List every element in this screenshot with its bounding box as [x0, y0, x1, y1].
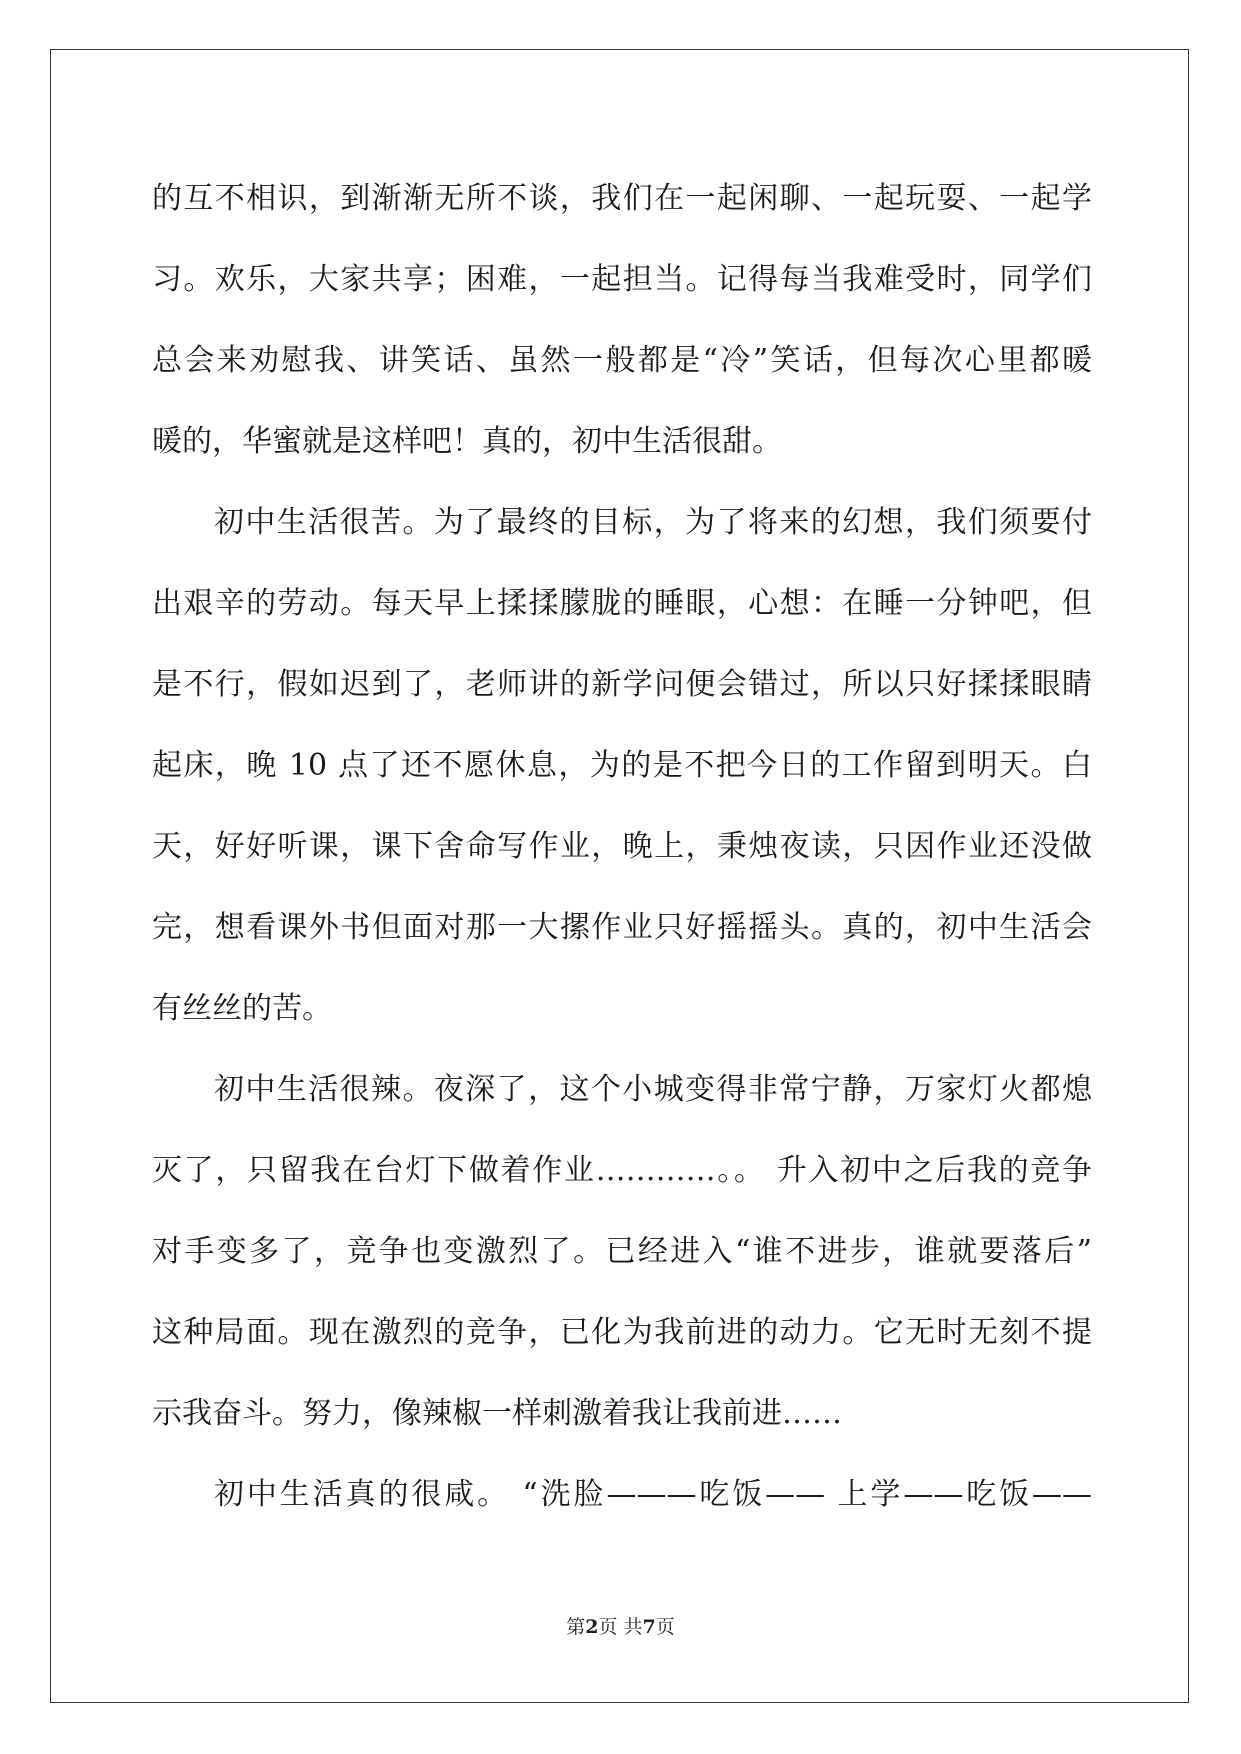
text-line: 对手变多了，竞争也变激烈了。已经进入“谁不进步，谁就要落后”: [152, 1234, 1092, 1269]
footer-total-pages: 7: [642, 1616, 656, 1638]
text-line: 完，想看课外书但面对那一大摞作业只好摇摇头。真的，初中生活会: [152, 910, 1092, 945]
footer-prefix: 第: [566, 1616, 586, 1638]
footer-suffix: 页: [655, 1616, 675, 1638]
text-line: 暖的，华蜜就是这样吧！真的，初中生活很甜。: [152, 424, 782, 459]
text-line: 初中生活真的很咸。 “洗脸———吃饭—— 上学——吃饭——: [214, 1477, 1092, 1512]
text-line: 出艰辛的劳动。每天早上揉揉朦胧的睡眼，心想：在睡一分钟吧，但: [152, 586, 1092, 621]
text-line: 的互不相识，到渐渐无所不谈，我们在一起闲聊、一起玩耍、一起学: [152, 181, 1092, 216]
text-line: 总会来劝慰我、讲笑话、虽然一般都是“冷”笑话，但每次心里都暖: [152, 343, 1092, 378]
footer-mid: 页 共: [598, 1616, 643, 1638]
document-body: [152, 158, 1092, 1535]
text-line: 初中生活很辣。夜深了，这个小城变得非常宁静，万家灯火都熄: [214, 1072, 1092, 1107]
text-line: 初中生活很苦。为了最终的目标，为了将来的幻想，我们须要付: [214, 505, 1092, 540]
text-line: 灭了，只留我在台灯下做着作业…………。。 升入初中之后我的竞争: [152, 1153, 1092, 1188]
text-line: 这种局面。现在激烈的竞争，已化为我前进的动力。它无时无刻不提: [152, 1315, 1092, 1350]
text-line: 示我奋斗。努力，像辣椒一样刺激着我让我前进……: [152, 1396, 842, 1431]
page-footer: [0, 1612, 1241, 1639]
text-line: 天，好好听课，课下舍命写作业，晚上，秉烛夜读，只因作业还没做: [152, 829, 1092, 864]
text-line: 有丝丝的苦。: [152, 991, 332, 1026]
text-line: 习。欢乐，大家共享；困难，一起担当。记得每当我难受时，同学们: [152, 262, 1092, 297]
footer-current-page: 2: [585, 1616, 599, 1638]
text-line: 是不行，假如迟到了，老师讲的新学问便会错过，所以只好揉揉眼睛: [152, 667, 1092, 702]
text-line: 起床，晚 10 点了还不愿休息，为的是不把今日的工作留到明天。白: [152, 748, 1092, 783]
